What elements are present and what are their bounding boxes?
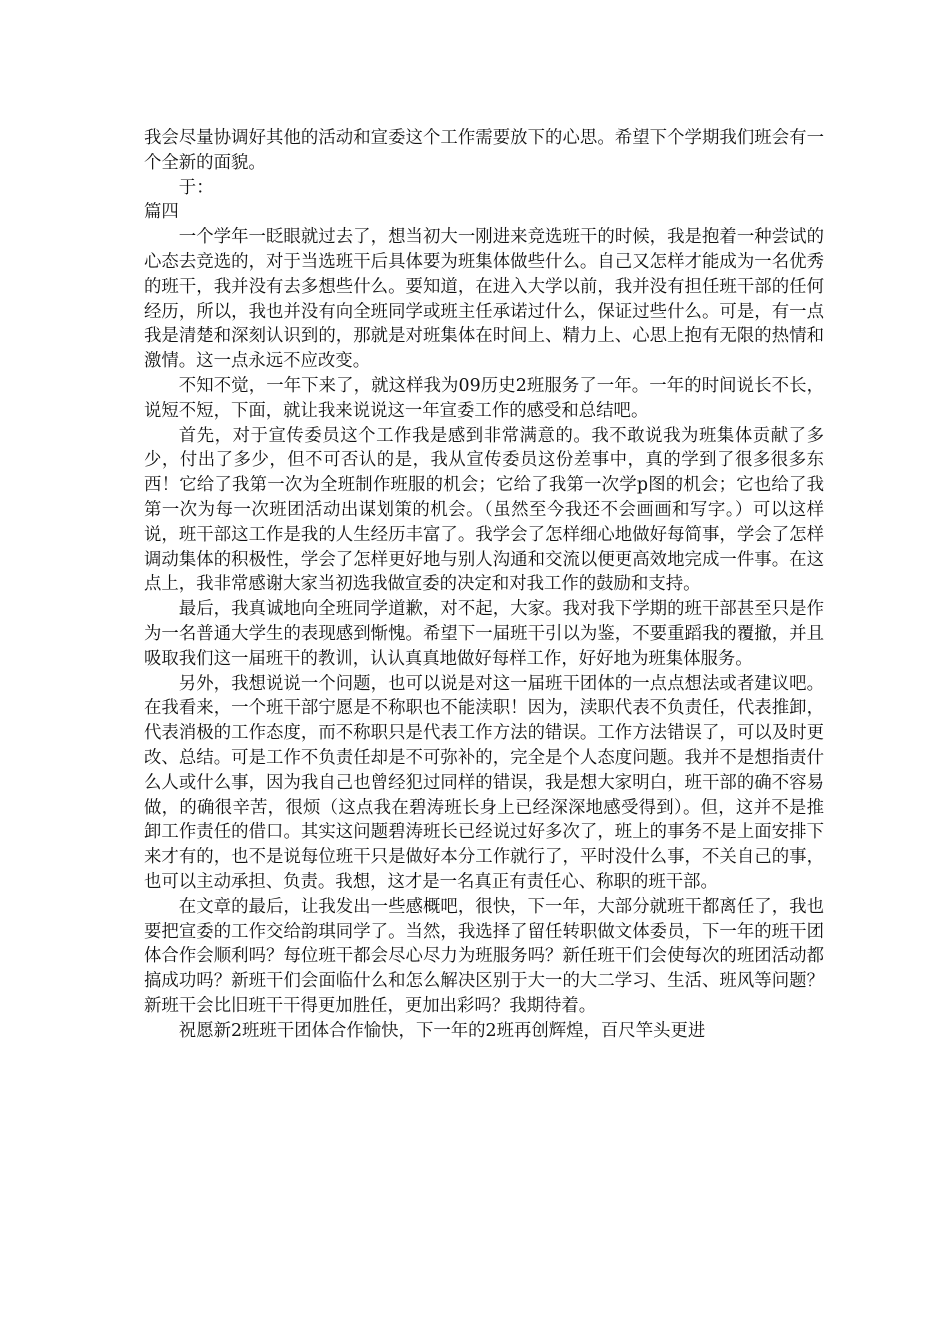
document-page bbox=[144, 126, 824, 1043]
paragraph-closing: 在文章的最后，让我发出一些感概吧，很快，下一年，大部分就班干都离任了，我也要把宣委的工作交给韵琪同学了。当然，我选择了留任转职做文体委员，下一年的班干团体合作会顺利吗？每位班干都会尽心尽力为班服务吗？新任班干们会使每次的班团活动都搞成功吗？新班干们会面临什么和怎么解决区别于大一的大二学习、生活、班风等问题？新班干会比旧班干干得更加胜任，更加出彩吗？我期待着。 bbox=[144, 896, 824, 1016]
signature-line: 于： bbox=[178, 177, 214, 198]
paragraph-suggestion: 另外，我想说说一个问题，也可以说是对这一届班干团体的一点点想法或者建议吧。在我看来，一个班干部宁愿是不称职也不能渎职！因为，渎职代表不负责任，代表推卸，代表消极的工作态度，而不称职只是代表工作方法的错误。工作方法错误了，可以及时更改、总结。可是工作不负责任却是不可弥补的，完全是个人态度问题。我并不是想指责什么人或什么事，因为我自己也曾经犯过同样的错误，我是想大家明白，班干部的确不容易做，的确很辛苦，很烦（这点我在碧涛班长身上已经深深地感受得到）。但，这并不是推卸工作责任的借口。其实这问题碧涛班长已经说过好多次了，班上的事务不是上面安排下来才有的，也不是说每位班干只是做好本分工作就行了，平时没什么事，不关自己的事，也可以主动承担、负责。我想，这才是一名真正有责任心、称职的班干部。 bbox=[144, 673, 824, 892]
paragraph-intro: 一个学年一眨眼就过去了，想当初大一刚进来竞选班干的时候，我是抱着一种尝试的心态去竞选的，对于当选班干后具体要为班集体做些什么。自己又怎样才能成为一名优秀的班干，我并没有去多想些什么。要知道，在进入大学以前，我并没有担任班干部的任何经历，所以，我也并没有向全班同学或班主任承诺过什么，保证过些什么。可是，有一点我是清楚和深刻认识到的，那就是对班集体在时间上、精力上、心思上抱有无限的热情和激情。这一点永远不应改变。 bbox=[144, 227, 824, 372]
paragraph-wish: 祝愿新2班班干团体合作愉快，下一年的2班再创辉煌，百尺竿头更进 bbox=[178, 1020, 706, 1041]
paragraph-first: 首先，对于宣传委员这个工作我是感到非常满意的。我不敢说我为班集体贡献了多少，付出了多少，但不可否认的是，我从宣传委员这份差事中，真的学到了很多很多东西！它给了我第一次为全班制作班服的机会；它给了我第一次学p图的机会；它也给了我第一次为每一次班团活动出谋划策的机会。（虽然至今我还不会画画和写字。）可以这样说，班干部这工作是我的人生经历丰富了。我学会了怎样细心地做好每简事，学会了怎样调动集体的积极性，学会了怎样更好地与别人沟通和交流以便更高效地完成一件事。在这点上，我非常感谢大家当初选我做宣委的决定和对我工作的鼓励和支持。 bbox=[144, 425, 824, 595]
section-heading: 篇四 bbox=[144, 202, 179, 223]
paragraph-apology: 最后，我真诚地向全班同学道歉，对不起，大家。我对我下学期的班干部甚至只是作为一名普通大学生的表现感到惭愧。希望下一届班干引以为鉴，不要重蹈我的覆撤，并且吸取我们这一届班干的教训，认认真真地做好每样工作，好好地为班集体服务。 bbox=[144, 599, 824, 669]
paragraph-year-summary: 不知不觉，一年下来了，就这样我为09历史2班服务了一年。一年的时间说长不长，说短不短，下面，就让我来说说这一年宣委工作的感受和总结吧。 bbox=[144, 375, 824, 421]
paragraph-1: 我会尽量协调好其他的活动和宣委这个工作需要放下的心思。希望下个学期我们班会有一个全新的面貌。 bbox=[144, 128, 824, 173]
